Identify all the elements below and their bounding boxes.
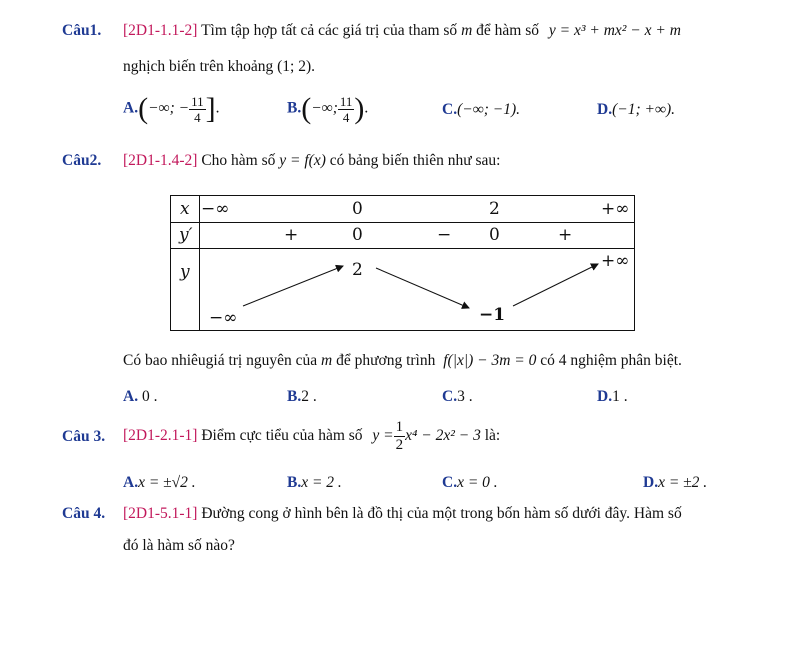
q2-text: Cho hàm số (201, 152, 276, 169)
q1-stem (123, 22, 681, 40)
q1-option-b-num: 11 (339, 93, 353, 109)
q2-equation: f(|x|) − 3m = 0 (443, 352, 537, 369)
q1-option-b[interactable]: B.(−∞; $\frac{11}{4}$ ). (287, 92, 369, 125)
q4-line1 (62, 505, 105, 523)
q1-option-a-post: . (215, 99, 220, 117)
q3-option-d-text: x = ±2 . (658, 474, 708, 491)
arrow-up-1 (243, 266, 343, 306)
q3-text-b: là: (484, 427, 501, 445)
table-yp-zero-2: 0 (489, 225, 500, 245)
q3-option-d[interactable] (643, 474, 707, 492)
q4-tag: [2D1-5.1-1] (123, 505, 198, 522)
q2-stem (123, 152, 500, 170)
q3-stem (123, 420, 500, 453)
q1-line2: nghịch biến trên khoảng (1; 2). (123, 58, 315, 75)
q3-option-c[interactable] (442, 474, 498, 492)
q2-question-c: có 4 nghiệm phân biệt. (540, 352, 682, 369)
q1-option-a-num: 11 (191, 93, 204, 109)
q1-option-b-den: 4 (342, 109, 350, 125)
q3-option-a-letter: A. (123, 474, 139, 491)
q1-option-a[interactable]: A.(−∞; − $\frac{11}{4}$ ]. (123, 92, 220, 125)
table-yp-plus-2: + (558, 225, 573, 245)
q1-option-d-letter: D. (597, 101, 613, 118)
q1-text-a: Tìm tập hợp tất cả các giá trị của tham số (201, 22, 458, 39)
table-y-neg-1: −1 (479, 305, 506, 325)
q1-tag: [2D1-1.1-2] (123, 22, 198, 39)
q2-func: y = f(x) (279, 152, 326, 169)
q1-option-c-text: (−∞; −1). (457, 101, 521, 118)
table-y-2: 2 (352, 260, 363, 280)
q1-option-b-post: . (364, 99, 369, 117)
q3-line1 (62, 428, 105, 446)
q3-text: Điểm cực tiểu của hàm số (201, 427, 363, 445)
q2-option-b[interactable] (287, 388, 317, 406)
table-yp-plus-1: + (284, 225, 299, 245)
table-yp-minus: − (437, 225, 452, 245)
table-x-label: x (180, 199, 190, 219)
q1-text-b: để hàm số (476, 22, 539, 39)
q1-line1 (62, 22, 101, 40)
q3-option-b[interactable] (287, 474, 342, 492)
table-y-neg-inf: −∞ (209, 308, 238, 328)
q2-question-b: để phương trình (336, 352, 436, 369)
q3-tag: [2D1-2.1-1] (123, 427, 198, 445)
q2-question (123, 352, 682, 370)
q3-option-b-text: x = 2 . (301, 474, 342, 491)
q2-tag: [2D1-1.4-2] (123, 152, 198, 169)
q2-question-a: Có bao nhiêugiá trị nguyên của (123, 352, 318, 369)
q2-option-a-text: 0 . (141, 388, 158, 405)
q1-option-a-pre: −∞; − (148, 99, 190, 117)
table-y-pos-inf: +∞ (601, 251, 630, 271)
q3-func-pre: y = (372, 427, 394, 445)
q1-param: m (461, 22, 473, 39)
q1-func: y = x³ + mx² − x + m (548, 22, 681, 39)
q2-text-b: có bảng biến thiên như sau: (329, 152, 501, 169)
q2-option-d-letter: D. (597, 388, 613, 405)
q1-option-b-letter: B. (287, 99, 302, 117)
q2-option-d-text: 1 . (612, 388, 628, 405)
q3-option-c-letter: C. (442, 474, 458, 491)
q2-option-a-letter: A. (123, 388, 139, 405)
table-arrows (171, 196, 634, 330)
q2-option-b-text: 2 . (301, 388, 317, 405)
table-x-pos-inf: +∞ (601, 199, 630, 219)
arrow-down (376, 268, 469, 308)
q3-label: Câu 3. (62, 428, 106, 445)
table-x-0: 0 (352, 199, 363, 219)
table-yp-label: y′ (179, 225, 193, 245)
q4-label: Câu 4. (62, 505, 106, 522)
q2-line1 (62, 152, 101, 170)
q1-option-d-text: (−1; +∞). (612, 101, 676, 118)
q3-option-c-text: x = 0 . (457, 474, 498, 491)
q3-func-num: 1 (395, 419, 404, 435)
q3-option-d-letter: D. (643, 474, 659, 491)
q3-option-b-letter: B. (287, 474, 302, 491)
table-y-label: y (180, 262, 190, 282)
q2-option-c-text: 3 . (457, 388, 473, 405)
q2-option-d[interactable] (597, 388, 628, 406)
q3-option-a-text: x = ±√2 . (138, 474, 196, 491)
table-x-2: 2 (489, 199, 500, 219)
q2-param: m (321, 352, 333, 369)
q2-option-a[interactable] (123, 388, 157, 406)
q1-option-c[interactable] (442, 101, 520, 119)
table-yp-zero-1: 0 (352, 225, 363, 245)
table-x-neg-inf: −∞ (201, 199, 230, 219)
variation-table (170, 195, 635, 331)
q1-option-a-letter: A. (123, 99, 139, 117)
q1-option-b-pre: −∞; (311, 99, 338, 117)
q2-option-b-letter: B. (287, 388, 302, 405)
q4-stem (123, 505, 682, 523)
q1-label: Câu1. (62, 22, 102, 39)
arrow-up-2 (513, 264, 598, 306)
q1-option-a-den: 4 (194, 109, 201, 125)
q1-option-d[interactable] (597, 101, 675, 119)
q1-option-c-letter: C. (442, 101, 458, 118)
q3-func-post: x⁴ − 2x² − 3 (405, 427, 481, 445)
q3-option-a[interactable] (123, 474, 196, 492)
q4-line2: đó là hàm số nào? (123, 537, 235, 554)
q2-label: Câu2. (62, 152, 102, 169)
q2-option-c[interactable] (442, 388, 473, 406)
q2-option-c-letter: C. (442, 388, 458, 405)
q3-func-den: 2 (395, 437, 404, 453)
q4-text: Đường cong ở hình bên là đồ thị của một trong bốn hàm số dưới đây. Hàm số (201, 505, 682, 522)
